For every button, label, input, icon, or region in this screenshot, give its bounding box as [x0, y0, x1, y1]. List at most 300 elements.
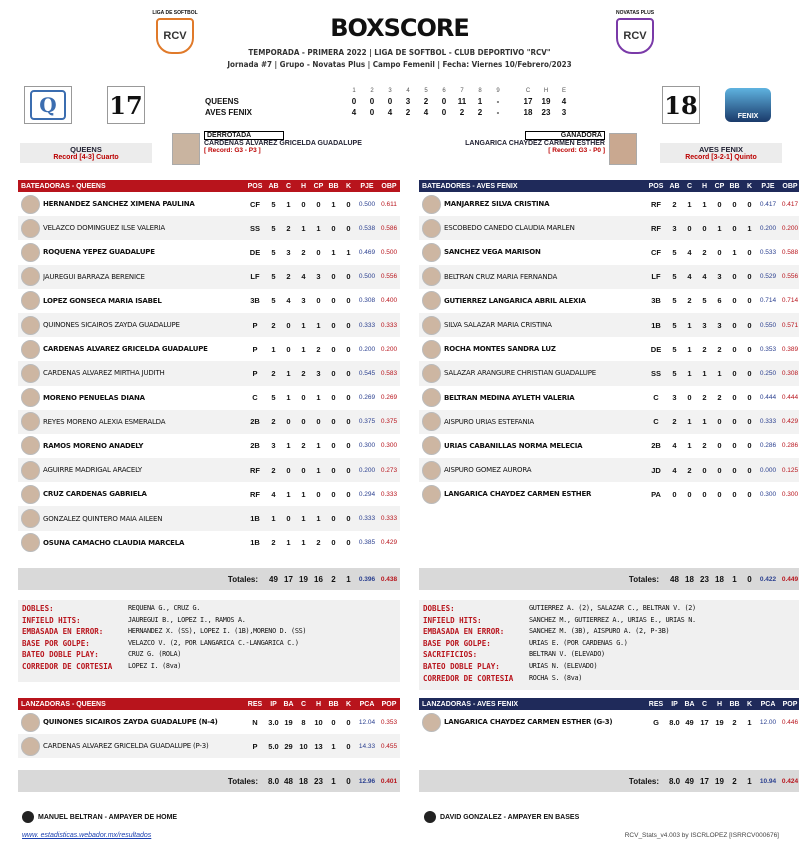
player-name: CARDENAS ALVAREZ GRICELDA GUADALUPE: [43, 345, 208, 354]
stat-cell: C: [653, 417, 659, 427]
player-photo: [21, 485, 40, 504]
inning-runs: 3: [405, 97, 411, 106]
stat-cell: 5: [271, 296, 276, 306]
column-header: H: [716, 700, 723, 708]
note-value: BELTRAN V. (ELEVADO): [529, 650, 605, 659]
table-row: [419, 361, 799, 385]
note-row: [22, 603, 396, 615]
inning-runs: -: [496, 108, 500, 117]
stat-cell: 4: [672, 441, 677, 451]
note-key: DOBLES:: [22, 604, 54, 613]
stat-cell: 0.385: [358, 539, 376, 547]
stat-cell: 2: [702, 441, 707, 451]
home-umpire: [22, 811, 177, 823]
stat-cell: 0: [286, 417, 291, 427]
stat-cell: P: [252, 344, 258, 354]
fenix-batting-header: [419, 180, 799, 192]
stat-cell: RF: [250, 489, 260, 499]
table-row: [419, 240, 799, 264]
stat-cell: 0: [732, 465, 737, 475]
note-value: SANCHEZ M. (3B), AISPURO A. (2, P-3B): [529, 627, 670, 636]
panel-title: BATEADORAS - QUEENS: [21, 182, 106, 190]
stat-cell: 1: [301, 320, 306, 330]
player-photo: [422, 388, 441, 407]
column-header: BA: [684, 700, 695, 708]
stat-cell: 0.125: [781, 466, 799, 474]
stat-cell: 0: [346, 489, 351, 499]
total-cell: 8.0: [668, 776, 681, 786]
total-cell: 23: [314, 776, 323, 786]
stat-cell: 0: [672, 489, 677, 499]
inning-number: 6: [442, 88, 446, 94]
note-value: SANCHEZ M., GUTIERREZ A., URIAS E., URIAS N.: [529, 615, 696, 624]
stat-cell: 0.714: [759, 297, 777, 305]
stat-cell: 0.529: [759, 273, 777, 281]
stat-cell: 14.33: [358, 742, 376, 750]
stat-cell: C: [252, 393, 258, 403]
player-photo: [21, 267, 40, 286]
stat-cell: 0: [316, 199, 321, 209]
stat-cell: 3.0: [268, 717, 279, 727]
linescore-innings: [345, 97, 507, 108]
stat-cell: 2B: [651, 441, 661, 451]
fenix-pitching-header: [419, 698, 799, 710]
stat-cell: 1: [331, 199, 336, 209]
stat-cell: 0: [732, 296, 737, 306]
stat-cell: 0: [732, 489, 737, 499]
stat-cell: 1: [702, 417, 707, 427]
stat-cell: 2: [732, 717, 737, 727]
stat-cell: 1: [301, 514, 306, 524]
stat-cell: 1: [286, 441, 291, 451]
stat-cell: 0: [747, 393, 752, 403]
queens-batting-header: [18, 180, 400, 192]
stat-cell: 5: [271, 199, 276, 209]
fenix-logo: [724, 86, 772, 124]
che-value: 17: [523, 97, 533, 106]
stat-cell: 0.586: [380, 224, 398, 232]
player-name: ESCOBEDO CAÑEDO CLAUDIA MARLEN: [444, 224, 575, 233]
stat-cell: 0.556: [781, 273, 799, 281]
player-name: CARDENAS ALVAREZ GRICELDA GUADALUPE (P-3): [43, 742, 209, 751]
inning-runs: 11: [457, 97, 467, 106]
inning-runs: 4: [351, 108, 357, 117]
fenix-name-box: [660, 143, 782, 163]
base-umpire: [424, 811, 579, 823]
stat-cell: 0: [346, 320, 351, 330]
stat-cell: 2: [672, 417, 677, 427]
queens-notes: [18, 600, 400, 682]
note-row: [423, 638, 797, 650]
inning-number: 4: [406, 88, 410, 94]
stat-cell: 0.588: [781, 248, 799, 256]
stat-cell: 0: [316, 417, 321, 427]
player-photo: [21, 316, 40, 335]
player-name: LOPEZ GONSECA MARIA ISABEL: [43, 296, 162, 305]
queens-batting-totals: [18, 568, 400, 590]
stat-cell: 0.417: [759, 200, 777, 208]
stat-cell: 0.353: [380, 718, 398, 726]
stat-cell: 3: [271, 441, 276, 451]
stat-cell: 0.308: [358, 297, 376, 305]
game-info-line: Jornada #7 | Grupo - Novatas Plus | Campo Femenil | Fecha: Viernes 10/Febrero/2023: [227, 60, 572, 69]
fenix-score: 18: [662, 86, 700, 124]
note-value: JAUREGUI B., LOPEZ I., RAMOS A.: [128, 615, 246, 624]
table-row: [419, 313, 799, 337]
player-photo: [422, 364, 441, 383]
column-header: AB: [669, 182, 680, 190]
note-key: DOBLES:: [423, 604, 455, 613]
column-header: K: [746, 700, 753, 708]
table-row: [419, 458, 799, 482]
che-label: H: [543, 88, 549, 94]
stat-cell: G: [653, 717, 659, 727]
totals-label: Totales:: [628, 574, 659, 584]
stat-cell: 0.333: [380, 321, 398, 329]
stat-cell: 0.455: [380, 742, 398, 750]
stat-cell: 0.269: [358, 394, 376, 402]
total-cell: 0.449: [781, 575, 799, 583]
stat-cell: 0.353: [759, 345, 777, 353]
linescore-innings: [345, 108, 507, 119]
stat-cell: 0: [346, 417, 351, 427]
stat-cell: 0: [747, 272, 752, 282]
stat-cell: 1: [286, 489, 291, 499]
inning-runs: -: [496, 97, 500, 106]
stat-cell: 1B: [651, 320, 661, 330]
inning-number: 1: [352, 88, 356, 94]
stat-cell: 0: [717, 489, 722, 499]
stat-cell: 0.300: [781, 490, 799, 498]
inning-runs: 0: [441, 97, 447, 106]
player-photo: [422, 485, 441, 504]
stat-cell: 0: [717, 247, 722, 257]
inning-runs: 0: [441, 108, 447, 117]
rcv-shield-icon: RCV: [156, 18, 194, 54]
stat-cell: 0: [346, 223, 351, 233]
inning-number: 3: [388, 88, 392, 94]
inning-runs: 2: [423, 97, 429, 106]
player-photo: [422, 267, 441, 286]
stat-cell: 0: [717, 199, 722, 209]
stat-cell: 0: [331, 465, 336, 475]
stat-cell: 5: [271, 393, 276, 403]
queens-score: 17: [107, 86, 145, 124]
player-name: GUTIERREZ LANGARICA ABRIL ALEXIA: [444, 296, 586, 305]
table-row: [419, 386, 799, 410]
total-cell: 19: [299, 574, 308, 584]
player-photo: [422, 412, 441, 431]
stat-cell: 0: [747, 320, 752, 330]
stat-cell: 3: [672, 393, 677, 403]
stat-cell: 0: [346, 538, 351, 548]
note-row: [423, 661, 797, 673]
column-header: C: [285, 182, 292, 190]
total-cell: 1: [732, 574, 737, 584]
total-cell: 16: [314, 574, 323, 584]
note-row: [423, 673, 797, 685]
stat-cell: P: [252, 320, 258, 330]
note-row: [22, 649, 396, 661]
stat-cell: 3: [316, 272, 321, 282]
total-cell: 8.0: [267, 776, 280, 786]
stat-cell: P: [252, 368, 258, 378]
stat-cell: 0: [346, 296, 351, 306]
stat-cell: JD: [651, 465, 661, 475]
stat-cell: 5: [672, 247, 677, 257]
fenix-name: AVES FENIX: [698, 145, 744, 154]
total-cell: 17: [700, 776, 709, 786]
stat-cell: 5: [271, 247, 276, 257]
stat-cell: 0: [331, 717, 336, 727]
stat-cell: 1: [301, 538, 306, 548]
stat-cell: 0: [687, 393, 692, 403]
stat-cell: 8.0: [669, 717, 680, 727]
stat-cell: 1: [316, 514, 321, 524]
stat-cell: 2: [702, 393, 707, 403]
player-name: BELTRAN CRUZ MARIA FERNANDA: [444, 272, 558, 281]
queens-q-icon: Q: [30, 90, 66, 120]
loss-label: DERROTADA: [204, 131, 284, 140]
stat-cell: 0: [732, 223, 737, 233]
linescore-row: [205, 108, 605, 119]
stat-cell: 0: [747, 489, 752, 499]
stat-cell: 0.200: [759, 224, 777, 232]
total-cell: 49: [269, 574, 278, 584]
stat-cell: 0: [732, 320, 737, 330]
player-photo: [422, 713, 441, 732]
inning-runs: 4: [387, 108, 393, 117]
player-photo: [21, 388, 40, 407]
stat-cell: 1: [687, 344, 692, 354]
player-photo: [21, 509, 40, 528]
stat-cell: 0: [346, 368, 351, 378]
winning-pitcher: [460, 131, 605, 154]
winning-pitcher-photo: [609, 133, 637, 165]
stat-cell: 17: [700, 717, 709, 727]
stat-cell: 0: [346, 514, 351, 524]
stat-cell: 1: [286, 199, 291, 209]
table-row: [18, 734, 400, 758]
linescore-team: QUEENS: [205, 97, 239, 106]
stat-cell: 0.375: [380, 418, 398, 426]
table-row: [18, 289, 400, 313]
che-value: 3: [561, 108, 567, 117]
stat-cell: 0: [717, 417, 722, 427]
stat-cell: 1: [286, 368, 291, 378]
stat-cell: 1: [717, 223, 722, 233]
player-photo: [21, 195, 40, 214]
total-cell: 1: [331, 776, 336, 786]
totals-label: Totales:: [227, 776, 258, 786]
table-row: [18, 313, 400, 337]
stat-cell: 0.583: [380, 369, 398, 377]
total-cell: 2: [331, 574, 336, 584]
player-name: SALAZAR ARANGURE CHRISTIAN GUADALUPE: [444, 369, 596, 378]
inning-runs: 0: [369, 108, 375, 117]
column-header: C: [701, 700, 708, 708]
stat-cell: 2: [271, 538, 276, 548]
inning-runs: 2: [405, 108, 411, 117]
winning-pitcher-name: LANGARICA CHAYDEZ CARMEN ESTHER: [465, 140, 605, 147]
table-row: [419, 710, 799, 734]
stats-link[interactable]: www. estadisticas.webador.mx/resultados: [22, 832, 152, 839]
stat-cell: 12.00: [759, 718, 777, 726]
che-label: C: [525, 88, 531, 94]
stat-cell: 1: [717, 368, 722, 378]
stat-cell: 1: [687, 199, 692, 209]
stat-cell: 5: [672, 296, 677, 306]
total-cell: 17: [284, 574, 293, 584]
inning-runs: 4: [423, 108, 429, 117]
player-name: SANCHEZ VEGA MARISON: [444, 248, 541, 257]
player-name: JAUREGUI BARRAZA BERENICE: [43, 272, 145, 281]
stat-cell: 2: [271, 368, 276, 378]
winning-pitcher-record: [ Record: G3 - P0 ]: [548, 147, 605, 154]
column-header: RES: [247, 700, 263, 708]
total-cell: 1: [346, 574, 351, 584]
note-key: BATEO DOBLE PLAY:: [423, 661, 500, 671]
column-header: RES: [648, 700, 664, 708]
stat-cell: 0.611: [381, 200, 397, 208]
stat-cell: 2: [717, 344, 722, 354]
stat-cell: 0.308: [781, 369, 799, 377]
stat-cell: 0.429: [380, 539, 398, 547]
queens-record: Record [4-3] Cuarto: [53, 154, 119, 161]
note-value: LOPEZ I. (8va): [128, 661, 182, 670]
stat-cell: 6: [717, 296, 722, 306]
stat-cell: 2: [687, 296, 692, 306]
stat-cell: RF: [651, 223, 661, 233]
stat-cell: 0.200: [358, 466, 376, 474]
player-name: URIAS CABANILLAS NORMA MELECIA: [444, 441, 583, 450]
total-cell: 12.96: [358, 777, 376, 785]
player-photo: [21, 436, 40, 455]
stat-cell: 1: [286, 393, 291, 403]
home-umpire-name: MANUEL BELTRAN - AMPAYER DE HOME: [38, 813, 178, 821]
stat-cell: 0: [301, 393, 306, 403]
fenix-batting-totals: [419, 568, 799, 590]
stat-cell: 0: [747, 441, 752, 451]
stat-cell: 0.389: [781, 345, 799, 353]
stat-cell: 2: [687, 465, 692, 475]
stat-cell: 0: [732, 272, 737, 282]
stat-cell: 0.000: [759, 466, 777, 474]
total-cell: 0.401: [380, 777, 398, 785]
player-photo: [422, 291, 441, 310]
stat-cell: 12.04: [358, 718, 376, 726]
stat-cell: 2: [316, 344, 321, 354]
column-header: PJE: [360, 182, 374, 190]
stat-cell: 5: [672, 272, 677, 282]
column-header: IP: [671, 700, 678, 708]
note-row: [22, 615, 396, 627]
stat-cell: 0.286: [781, 442, 799, 450]
stat-cell: 1B: [250, 538, 260, 548]
total-cell: 48: [670, 574, 679, 584]
che-value: 18: [523, 108, 533, 117]
column-header: PCA: [359, 700, 375, 708]
stat-cell: P: [252, 741, 258, 751]
stat-cell: 0.500: [380, 248, 398, 256]
stat-cell: 0: [301, 417, 306, 427]
player-name: MORENO PEÑUELAS DIANA: [43, 393, 145, 402]
note-value: HERNANDEZ X. (SS), LOPEZ I. (1B),MORENO D. (SS): [128, 627, 307, 636]
column-header: BB: [729, 700, 740, 708]
stat-cell: 0: [316, 296, 321, 306]
stat-cell: 0.286: [759, 442, 777, 450]
stat-cell: 2: [301, 368, 306, 378]
total-cell: 48: [284, 776, 293, 786]
column-header: OBP: [782, 182, 798, 190]
stat-cell: 1: [316, 320, 321, 330]
stat-cell: 0: [331, 441, 336, 451]
stat-cell: 0.250: [759, 369, 777, 377]
inning-number: 7: [460, 88, 464, 94]
stat-cell: 2: [286, 223, 291, 233]
stat-cell: 1: [687, 320, 692, 330]
inning-runs: 0: [387, 97, 393, 106]
fenix-notes: [419, 600, 799, 690]
stat-cell: 1: [316, 393, 321, 403]
stat-cell: 49: [685, 717, 694, 727]
stat-cell: 0.333: [380, 490, 398, 498]
table-row: [18, 361, 400, 385]
player-photo: [21, 364, 40, 383]
stat-cell: 1: [301, 223, 306, 233]
table-row: [18, 506, 400, 530]
win-label: GANADORA: [525, 131, 605, 140]
player-photo: [422, 461, 441, 480]
player-name: OSUNA CAMACHO CLAUDIA MARCELA: [43, 538, 185, 547]
league-logo-left-label: LIGA DE SOFTBOL: [152, 10, 198, 16]
inning-number: 9: [496, 88, 500, 94]
note-key: EMBASADA EN ERROR:: [423, 627, 505, 637]
inning-number: 2: [370, 88, 374, 94]
totals-label: Totales:: [227, 574, 258, 584]
stat-cell: 0.200: [380, 345, 398, 353]
player-name: BELTRAN MEDINA AYLETH VALERIA: [444, 393, 575, 402]
stat-cell: 0: [346, 344, 351, 354]
inning-runs: 2: [477, 108, 483, 117]
stat-cell: 0.538: [358, 224, 376, 232]
stat-cell: 0.500: [358, 273, 376, 281]
stat-cell: N: [252, 717, 258, 727]
page-title: BOXSCORE: [330, 14, 469, 42]
player-name: REYES MORENO ALEXIA ESMERALDA: [43, 417, 166, 426]
stat-cell: 0: [331, 223, 336, 233]
stat-cell: 19: [284, 717, 293, 727]
note-row: [423, 626, 797, 638]
table-row: [419, 337, 799, 361]
note-value: CRUZ G. (ROLA): [128, 650, 182, 659]
stat-cell: 0.300: [358, 442, 376, 450]
stat-cell: 4: [687, 247, 692, 257]
inning-runs: 0: [369, 97, 375, 106]
fenix-pitching-totals: [419, 770, 799, 792]
column-header: POS: [247, 182, 263, 190]
queens-pitching-header: [18, 698, 400, 710]
stat-cell: 0: [331, 296, 336, 306]
note-key: EMBASADA EN ERROR:: [22, 627, 104, 637]
stat-cell: 1: [331, 247, 336, 257]
queens-name: QUEENS: [70, 145, 102, 154]
inning-runs: 2: [459, 108, 465, 117]
inning-number: 8: [478, 88, 482, 94]
note-key: CORREDOR DE CORTESIA: [22, 661, 113, 671]
player-name: LANGARICA CHAYDEZ CARMEN ESTHER (G-3): [444, 718, 613, 727]
stat-cell: 0: [732, 441, 737, 451]
